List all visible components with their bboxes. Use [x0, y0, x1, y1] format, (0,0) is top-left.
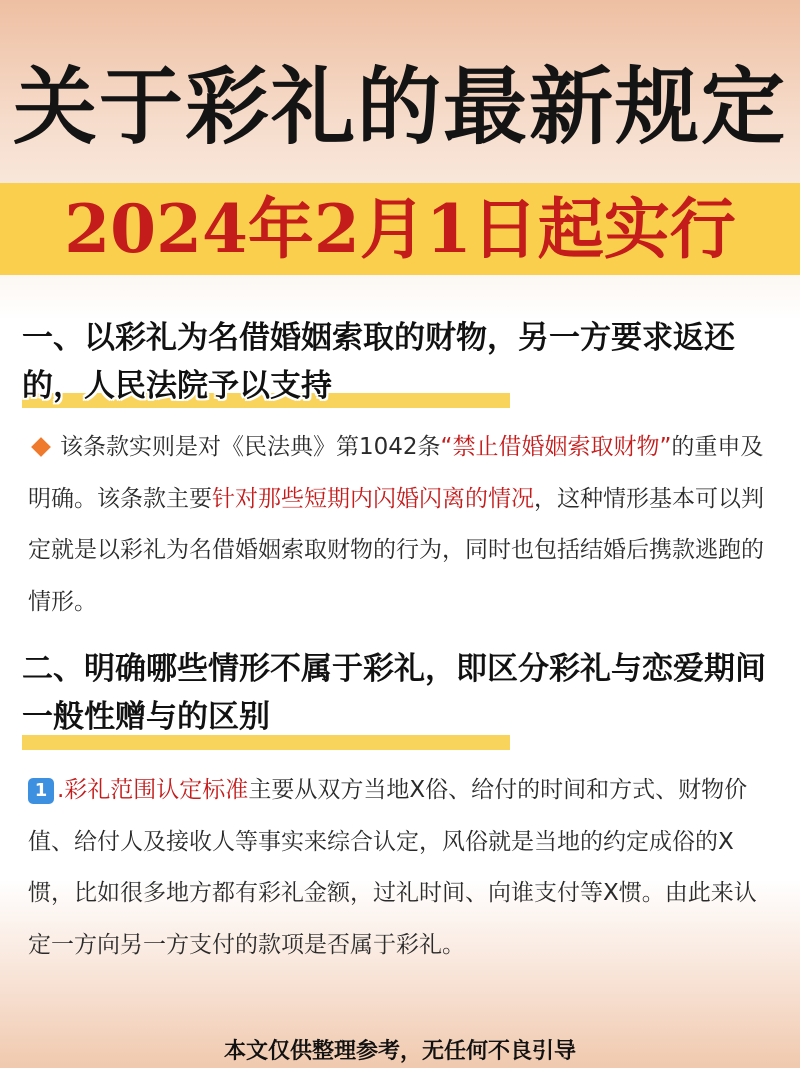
body-highlight-text: .彩礼范围认定标准: [57, 777, 249, 803]
date-banner: 2024年2月1日起实行: [64, 190, 736, 268]
section-body-2: [28, 765, 773, 971]
number-one-icon: 1: [28, 778, 54, 804]
orange-diamond-icon: [31, 437, 51, 457]
body-text: 该条款实则是对《民法典》第1042条: [60, 434, 441, 460]
page-title: 关于彩礼的最新规定: [12, 57, 787, 156]
body-text: 主要从双方当地X俗、给付的时间和方式、财物价值、给付人及接收人等事实来综合认定，风俗就是当地的约定成俗的X惯，比如很多地方都有彩礼金额，过礼时间、向谁支付等X惯。由此来认定一方向另一方支付的款项是否属于彩礼。: [28, 777, 757, 958]
section-heading-1: 一、以彩礼为名借婚姻索取的财物，另一方要求返还的，人民法院予以支持: [22, 320, 735, 404]
body-text: 的重申及明确。该条款主要: [28, 434, 764, 512]
disclaimer-footer: 本文仅供整理参考，无任何不良引导: [223, 1039, 576, 1064]
section-heading-2: 二、明确哪些情形不属于彩礼，即区分彩礼与恋爱期间一般性赠与的区别: [22, 651, 766, 735]
section-body-1: [28, 422, 773, 628]
body-highlight-text: “禁止借婚姻索取财物”: [440, 434, 672, 460]
body-highlight-text: 针对那些短期内闪婚闪离的情况: [212, 485, 534, 512]
body-text: ，这种情形基本可以判定就是以彩礼为名借婚姻索取财物的行为，同时也包括结婚后携款逃跑的情形。: [28, 485, 764, 615]
